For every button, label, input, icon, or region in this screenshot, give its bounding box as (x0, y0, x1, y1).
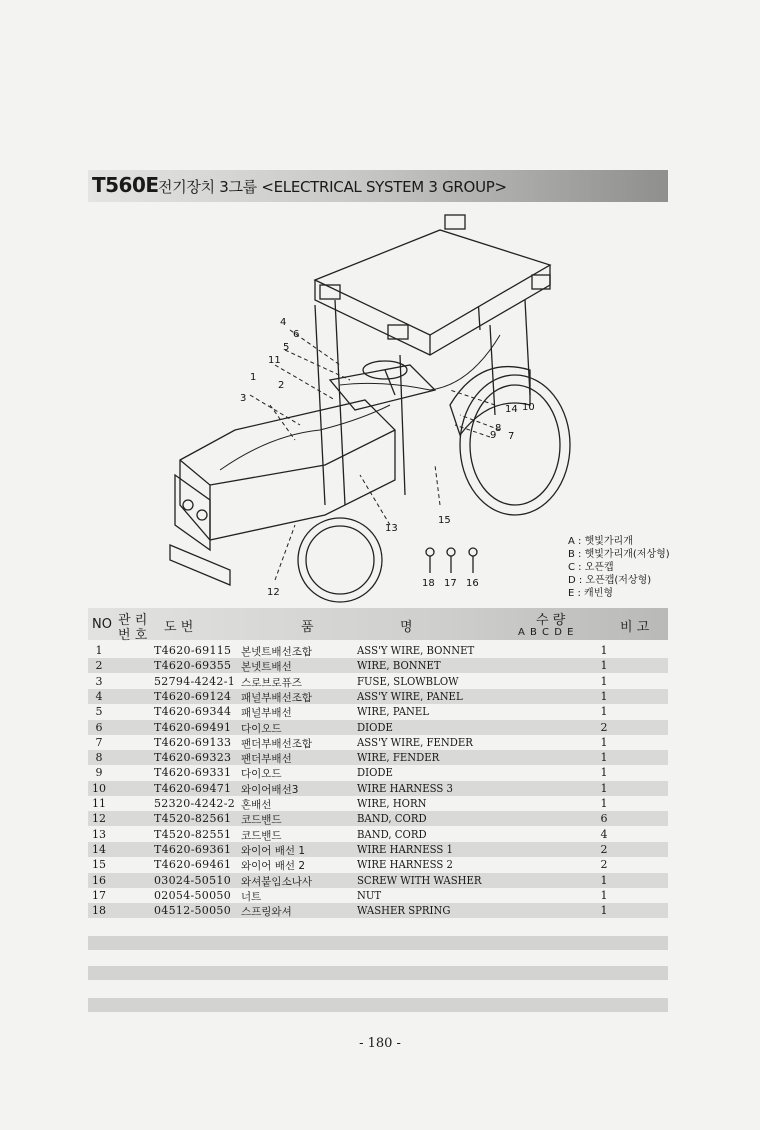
row-number: 13 (92, 827, 106, 841)
header-qty: 수 량 (536, 613, 566, 628)
part-number: T4520-82561 (154, 812, 232, 826)
part-number: 04512-50050 (154, 904, 232, 918)
part-number: T4620-69323 (154, 751, 232, 765)
section-title-bar (88, 170, 668, 202)
quantity: 1 (600, 659, 608, 673)
quantity: 1 (600, 705, 608, 719)
callout-8: 8 (495, 423, 502, 434)
blank-row (88, 966, 668, 980)
row-number: 2 (95, 659, 103, 673)
table-row (88, 873, 668, 888)
quantity: 2 (600, 842, 608, 856)
part-name-en: FUSE, SLOWBLOW (357, 674, 459, 688)
section-title: 전기장치 3그룹 <ELECTRICAL SYSTEM 3 GROUP> (158, 178, 507, 196)
quantity: 1 (600, 735, 608, 749)
part-number: T4620-69133 (154, 735, 232, 749)
part-number: 52794-4242-1 (154, 674, 236, 688)
row-number: 8 (95, 751, 103, 765)
part-name-en: DIODE (357, 766, 393, 780)
quantity: 1 (600, 766, 608, 780)
tractor-electrical-diagram (150, 205, 580, 605)
part-name-kr: 와셔붙임소나사 (241, 875, 313, 888)
table-row (88, 857, 668, 872)
part-number: T4620-69491 (154, 720, 232, 734)
quantity: 1 (600, 797, 608, 810)
row-number: 3 (95, 674, 103, 688)
row-number: 17 (92, 888, 106, 902)
callout-9: 9 (490, 430, 497, 441)
header-name-kr: 품 (301, 620, 314, 635)
header-qty-cols: A B C D E (518, 627, 574, 638)
part-name-en: NUT (357, 888, 382, 902)
row-number: 11 (92, 797, 106, 810)
table-row (88, 689, 668, 704)
callout-6: 6 (293, 329, 300, 340)
quantity: 1 (600, 751, 608, 765)
callout-17: 17 (444, 578, 457, 589)
part-name-kr: 다이오드 (241, 768, 282, 781)
part-name-en: WIRE, PANEL (357, 705, 430, 719)
part-name-kr: 패널부배선조합 (241, 691, 313, 704)
quantity: 1 (600, 689, 608, 703)
table-row (88, 781, 668, 796)
header-name-en: 명 (400, 620, 413, 635)
callout-12: 12 (267, 587, 280, 598)
part-name-kr: 너트 (241, 890, 262, 903)
row-number: 18 (92, 904, 106, 918)
quantity: 1 (600, 781, 608, 795)
callout-4: 4 (280, 317, 287, 328)
part-name-en: DIODE (357, 720, 393, 734)
part-name-en: SCREW WITH WASHER (357, 873, 482, 887)
header-mgmt-top: 관 리 (118, 613, 148, 628)
part-name-en: WIRE HARNESS 2 (357, 858, 453, 872)
table-row (88, 827, 668, 842)
part-name-en: ASS'Y WIRE, PANEL (357, 689, 463, 703)
part-name-kr: 스프링와셔 (241, 906, 292, 919)
part-name-en: WASHER SPRING (357, 904, 451, 918)
table-row (88, 750, 668, 765)
row-number: 16 (92, 873, 106, 887)
callout-7: 7 (508, 431, 515, 442)
quantity: 1 (600, 873, 608, 887)
table-row (88, 796, 668, 811)
page-number: - 180 - (359, 1036, 401, 1051)
part-name-kr: 팬더부배선 (241, 753, 292, 766)
header-mgmt-bottom: 번 호 (118, 628, 148, 643)
quantity: 4 (600, 827, 608, 841)
quantity: 1 (600, 644, 608, 657)
model-code: T560E (92, 173, 159, 197)
table-row (88, 888, 668, 903)
legend (568, 535, 670, 600)
part-name-kr: 스로브로퓨즈 (241, 676, 302, 689)
table-row (88, 643, 668, 658)
callout-3: 3 (240, 393, 247, 404)
callout-18: 18 (422, 578, 435, 589)
part-name-en: BAND, CORD (357, 827, 427, 841)
table-row (88, 811, 668, 826)
legend-item: A : 햇빛가리개 (568, 536, 633, 547)
legend-item: D : 오픈캡(저상형) (568, 575, 652, 586)
legend-item: C : 오픈캡 (568, 562, 614, 573)
part-name-kr: 다이오드 (241, 722, 282, 735)
part-number: T4520-82551 (154, 827, 232, 841)
table-row (88, 903, 668, 918)
part-name-kr: 코드밴드 (241, 829, 282, 842)
part-name-kr: 패널부배선 (241, 707, 292, 720)
table-row (88, 842, 668, 857)
part-number: 52320-4242-2 (154, 797, 236, 810)
part-number: T4620-69355 (154, 659, 232, 673)
part-name-en: WIRE, FENDER (357, 751, 440, 765)
part-name-en: BAND, CORD (357, 812, 427, 826)
part-name-kr: 코드밴드 (241, 814, 282, 827)
parts-table-header (88, 608, 668, 643)
part-name-kr: 와이어 배선 1 (241, 844, 306, 857)
row-number: 7 (95, 735, 103, 749)
part-number: 02054-50050 (154, 888, 232, 902)
callout-10: 10 (522, 402, 535, 413)
callout-15: 15 (438, 515, 451, 526)
part-name-en: ASS'Y WIRE, BONNET (357, 644, 475, 657)
header-remarks: 비 고 (620, 620, 650, 635)
row-number: 5 (95, 705, 103, 719)
quantity: 1 (600, 904, 608, 918)
table-row (88, 720, 668, 735)
callout-14: 14 (505, 404, 518, 415)
legend-item: E : 캐빈형 (568, 588, 614, 599)
part-name-kr: 혼배선 (241, 799, 272, 811)
row-number: 15 (92, 858, 106, 872)
quantity: 2 (600, 858, 608, 872)
callout-13: 13 (385, 523, 398, 534)
part-number: T4620-69115 (154, 644, 232, 657)
part-name-kr: 와이어배선3 (241, 783, 299, 796)
part-name-kr: 본넷트배선조합 (241, 646, 313, 658)
part-number: T4620-69471 (154, 781, 232, 795)
part-name-kr: 와이어 배선 2 (241, 860, 306, 873)
part-number: 03024-50510 (154, 873, 232, 887)
part-name-kr: 본넷트배선 (241, 661, 292, 674)
table-row (88, 735, 668, 750)
row-number: 4 (95, 689, 103, 703)
quantity: 1 (600, 888, 608, 902)
row-number: 12 (92, 812, 106, 826)
row-number: 10 (92, 781, 106, 795)
part-number: T4620-69124 (154, 689, 232, 703)
callout-5: 5 (283, 342, 290, 353)
part-name-en: WIRE HARNESS 3 (357, 781, 453, 795)
legend-item: B : 햇빛가리개(저상형) (568, 549, 670, 560)
quantity: 2 (600, 720, 608, 734)
part-number: T4620-69344 (154, 705, 232, 719)
row-number: 9 (95, 766, 103, 780)
row-number: 6 (95, 720, 103, 734)
row-number: 1 (95, 644, 103, 657)
header-drawing: 도 번 (164, 620, 194, 635)
table-row (88, 765, 668, 780)
part-name-kr: 팬더부배선조합 (241, 737, 313, 750)
callout-16: 16 (466, 578, 479, 589)
part-name-en: ASS'Y WIRE, FENDER (357, 735, 473, 749)
part-name-en: WIRE, BONNET (357, 659, 441, 673)
part-number: T4620-69461 (154, 858, 232, 872)
quantity: 1 (600, 674, 608, 688)
row-number: 14 (92, 842, 106, 856)
blank-row (88, 936, 668, 950)
table-row (88, 658, 668, 673)
part-name-en: WIRE HARNESS 1 (357, 842, 453, 856)
table-row (88, 674, 668, 689)
part-number: T4620-69361 (154, 842, 232, 856)
callout-2: 2 (278, 380, 285, 391)
blank-row (88, 998, 668, 1012)
part-number: T4620-69331 (154, 766, 232, 780)
header-no: NO (92, 617, 112, 632)
callout-11: 11 (268, 355, 281, 366)
callout-1: 1 (250, 372, 257, 383)
part-name-en: WIRE, HORN (357, 797, 427, 810)
table-row (88, 704, 668, 719)
quantity: 6 (600, 812, 608, 826)
